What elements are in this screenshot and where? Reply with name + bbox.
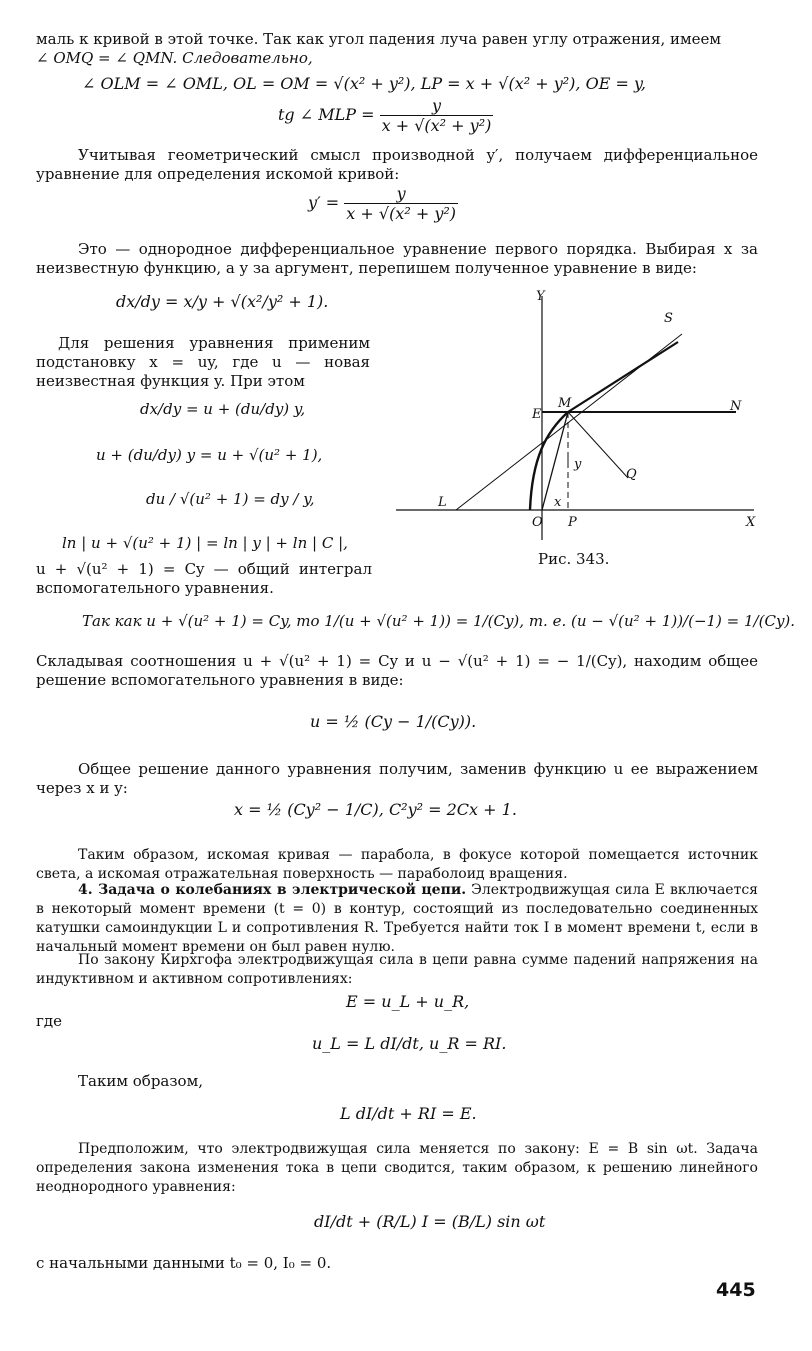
eq2-left: tg ∠ MLP = [278,105,375,124]
label-q: Q [626,467,637,482]
word-where: где [36,1012,62,1030]
label-m: M [558,396,572,411]
equation-kirchhoff: E = u_L + u_R, [346,992,470,1011]
word-thus: Таким образом, [78,1072,204,1090]
equation-angles: ∠ OLM = ∠ OML, OL = OM = √(x² + y²), LP = x + √(x² + y²), OE = y, [82,74,646,93]
equation-substitution: dx/dy = u + (du/dy) y, [140,400,306,418]
para-10: По закону Кирхгофа электродвижущая сила в цепи равна сумме падений напряжения на индуктивном и активном сопротивлениях: [36,952,758,987]
eq3-left: y′ = [308,193,340,212]
para-11: Предположим, что электродвижущая сила меняется по закону: E = B sin ωt. Задача определения закона изменения тока в цепи сводится, таким образом, к решению линейного неоднородного уравнения: [36,1141,758,1195]
para-4: Для решения уравнения применим подстановку x = uy, где u — новая неизвестная функция y. При этом [36,334,370,390]
label-y-axis: Y [536,289,545,304]
para-8: Таким образом, искомая кривая — парабола, в фокусе которой помещается источник света, а искомая отражательная поверхность — параболоид вращения. [36,847,758,882]
para-2: Учитывая геометрический смысл производной y′, получаем дифференциальное уравнение для определения искомой кривой: [36,146,758,183]
label-n: N [730,399,742,414]
eq2-numerator: y [380,96,494,116]
eq3-fraction [344,184,458,223]
equation-general-solution: x = ½ (Cy² − 1/C), C²y² = 2Cx + 1. [234,800,517,819]
para-5: u + √(u² + 1) = Cy — общий интеграл вспомогательного уравнения. [36,560,372,597]
label-l: L [438,495,447,510]
figure-343 [396,282,768,554]
equation-separated: du / √(u² + 1) = dy / y, [146,490,315,508]
eq2-fraction [380,96,494,135]
equation-y-prime [308,184,458,223]
equation-linear: dI/dt + (R/L) I = (B/L) sin ωt [314,1212,546,1231]
eq3-numerator: y [344,184,458,204]
figure-caption: Рис. 343. [538,550,610,568]
para-1-line-1: маль к кривой в этой точке. Так как угол падения луча равен углу отражения, имеем [36,30,722,48]
para-9 [36,881,758,957]
label-x-segment: x [554,495,562,510]
label-s: S [664,311,673,326]
equation-tg-mlp [278,96,493,135]
eq2-denominator: x + √(x² + y²) [381,116,492,135]
para-1-line-2: ∠ OMQ = ∠ QMN. Следовательно, [36,49,313,67]
equation-u-plus: u + (du/dy) y = u + √(u² + 1), [96,446,323,464]
section-4-title: 4. Задача о колебаниях в электрической цепи. [78,882,467,898]
ray-ms [568,342,678,412]
label-p: P [568,515,577,530]
para-6: Складывая соотношения u + √(u² + 1) = Cy и u − √(u² + 1) = − 1/(Cy), находим общее решение вспомогательного уравнения в виде: [36,652,758,689]
equation-circuit: L dI/dt + RI = E. [340,1104,477,1123]
equation-voltage-drops: u_L = L dI/dt, u_R = RI. [312,1034,507,1053]
para-1 [36,30,758,68]
label-o: O [532,515,543,530]
label-e: E [532,407,542,422]
equation-u-solution: u = ½ (Cy − 1/(Cy)). [310,712,477,731]
eq3-denominator: x + √(x² + y²) [346,204,457,223]
equation-log: ln | u + √(u² + 1) | = ln | y | + ln | C |, [62,534,348,552]
equation-reciprocal: Так как u + √(u² + 1) = Cy, то 1/(u + √(u² + 1)) = 1/(Cy), т. е. (u − √(u² + 1))/(−1) = 1/(Cy). [82,612,796,630]
para-12: с начальными данными t₀ = 0, I₀ = 0. [36,1254,332,1272]
para-7: Общее решение данного уравнения получим, заменив функцию u ее выражением через x и y: [36,760,758,797]
page-number: 445 [716,1279,756,1301]
label-x-axis: X [746,515,756,530]
section-4-text: Электродвижущая сила E включается в некоторый момент времени (t = 0) в контур, состоящий из последовательно соединенных катушки самоиндукции L и сопротивления R. Требуется найти ток I в момент времени t, если в начальный момент времени он был равен нулю. [36,882,758,955]
equation-dx-dy: dx/dy = x/y + √(x²/y² + 1). [116,292,329,311]
label-y-segment: y [574,457,582,472]
para-3: Это — однородное дифференциальное уравнение первого порядка. Выбирая x за неизвестную функцию, а y за аргумент, перепишем полученное уравнение в виде: [36,240,758,277]
